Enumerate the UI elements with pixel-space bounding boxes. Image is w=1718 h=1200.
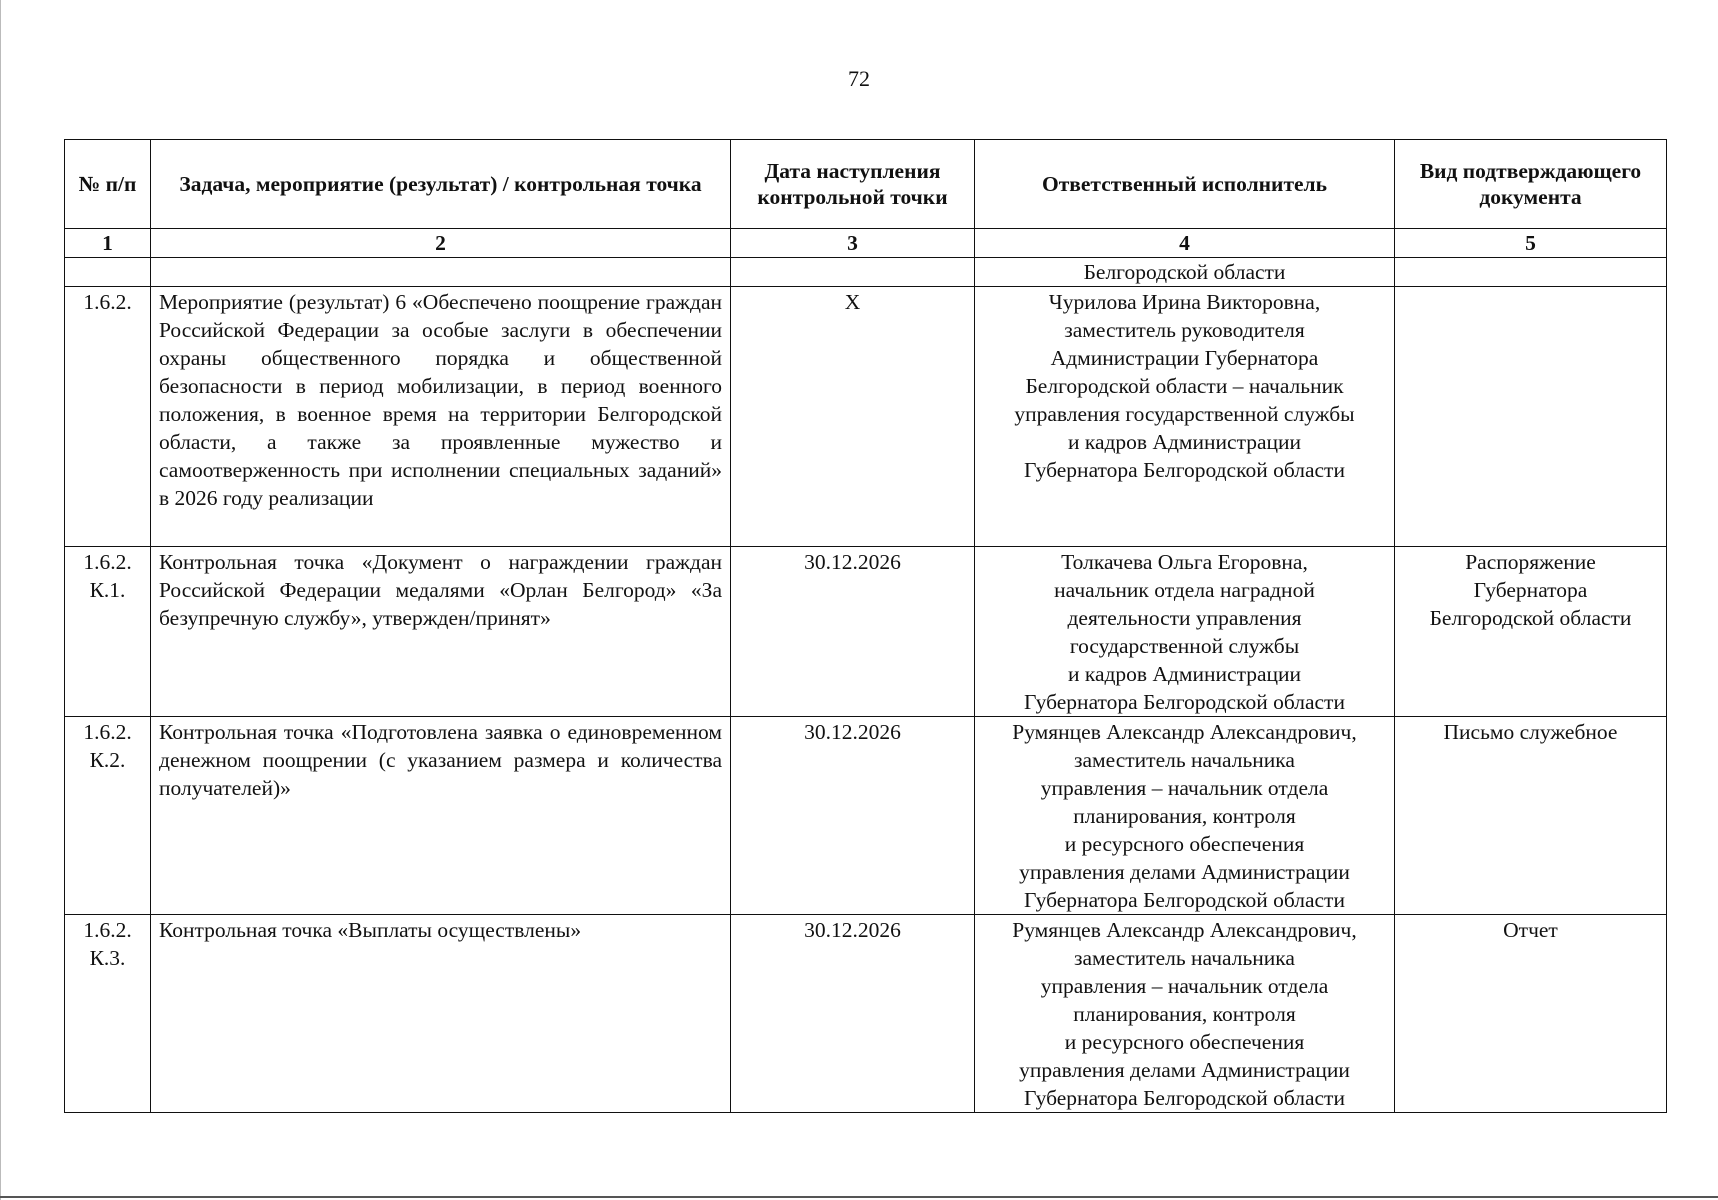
column-number: 3 xyxy=(731,229,975,258)
executor-line: заместитель руководителя xyxy=(1064,318,1305,342)
executor-line: планирования, контроля xyxy=(1073,804,1296,828)
executor-line: и ресурсного обеспечения xyxy=(1064,832,1305,856)
executor-line: управления делами Администрации xyxy=(1019,860,1350,884)
date-cell: 30.12.2026 xyxy=(731,547,975,717)
column-number: 5 xyxy=(1395,229,1667,258)
doc-type-line: Распоряжение xyxy=(1465,550,1596,574)
executor-cell xyxy=(975,547,1395,717)
executor-line: Губернатора Белгородской области xyxy=(1024,1086,1345,1110)
doc-type-line: Письмо служебное xyxy=(1443,720,1618,744)
executor-line: и ресурсного обеспечения xyxy=(1064,1030,1305,1054)
doc-type-cell xyxy=(1395,717,1667,915)
doc-type-cell xyxy=(1395,915,1667,1113)
row-number-cell xyxy=(65,287,151,547)
header-doc-type: Вид подтверждающего документа xyxy=(1395,140,1667,229)
executor-line: заместитель начальника xyxy=(1074,748,1295,772)
table-row xyxy=(65,915,1667,1113)
header-task: Задача, мероприятие (результат) / контрольная точка xyxy=(151,140,731,229)
task-cell: Контрольная точка «Документ о награждении граждан Российской Федерации медалями «Орлан Белгород» «За безупречную службу», утвержден/принят» xyxy=(151,547,731,717)
executor-line: управления государственной службы xyxy=(1014,402,1355,426)
doc-type-line: Губернатора xyxy=(1473,578,1588,602)
table-row xyxy=(65,717,1667,915)
column-number: 4 xyxy=(975,229,1395,258)
task-cell: Контрольная точка «Выплаты осуществлены» xyxy=(151,915,731,1113)
scan-edge xyxy=(0,0,1,1200)
executor-line: государственной службы xyxy=(1069,634,1300,658)
continuation-row xyxy=(65,258,1667,287)
continuation-cell xyxy=(151,258,731,287)
executor-line: заместитель начальника xyxy=(1074,946,1295,970)
row-number-cell xyxy=(65,915,151,1113)
column-number: 2 xyxy=(151,229,731,258)
row-number: 1.6.2. xyxy=(83,290,132,314)
row-number-suffix: К.1. xyxy=(89,578,126,602)
executor-cell xyxy=(975,915,1395,1113)
executor-line: и кадров Администрации xyxy=(1067,430,1302,454)
header-num: № п/п xyxy=(65,140,151,229)
executor-cell xyxy=(975,287,1395,547)
row-number-suffix: К.3. xyxy=(89,946,126,970)
executor-line: Губернатора Белгородской области xyxy=(1024,690,1345,714)
row-number: 1.6.2. xyxy=(83,550,132,574)
continuation-cell xyxy=(731,258,975,287)
doc-type-line: Белгородской области xyxy=(1429,606,1632,630)
executor-line: управления делами Администрации xyxy=(1019,1058,1350,1082)
executor-line: Губернатора Белгородской области xyxy=(1024,458,1345,482)
continuation-executor: Белгородской области xyxy=(975,258,1395,287)
executor-line: управления – начальник отдела xyxy=(1040,776,1329,800)
executor-line: Толкачева Ольга Егоровна, xyxy=(1061,550,1308,574)
table-header-row xyxy=(65,140,1667,229)
row-number-suffix: К.2. xyxy=(89,748,126,772)
control-points-table xyxy=(64,139,1667,1113)
executor-line: Белгородской области – начальник xyxy=(1025,374,1344,398)
header-date: Дата наступления контрольной точки xyxy=(731,140,975,229)
task-cell: Мероприятие (результат) 6 «Обеспечено поощрение граждан Российской Федерации за особые заслуги в обеспечении охраны общественного порядка и общественной безопасности в период мобилизации, в период военного положения, в военное время на территории Белгородской области, а также за проявленные мужество и самоотверженность при исполнении специальных заданий» в 2026 году реализации xyxy=(151,287,731,547)
executor-line: деятельности управления xyxy=(1067,606,1302,630)
row-number: 1.6.2. xyxy=(83,918,132,942)
executor-cell xyxy=(975,717,1395,915)
executor-line: Губернатора Белгородской области xyxy=(1024,888,1345,912)
date-cell: 30.12.2026 xyxy=(731,915,975,1113)
executor-line: Румянцев Александр Александрович, xyxy=(1012,918,1357,942)
row-number-cell xyxy=(65,547,151,717)
executor-line: планирования, контроля xyxy=(1073,1002,1296,1026)
executor-line: и кадров Администрации xyxy=(1067,662,1302,686)
row-number-cell xyxy=(65,717,151,915)
doc-type-cell xyxy=(1395,547,1667,717)
executor-line: Чурилова Ирина Викторовна, xyxy=(1048,290,1321,314)
date-cell: 30.12.2026 xyxy=(731,717,975,915)
header-executor: Ответственный исполнитель xyxy=(975,140,1395,229)
doc-type-line: Отчет xyxy=(1503,918,1558,942)
continuation-cell xyxy=(1395,258,1667,287)
table-row xyxy=(65,287,1667,547)
executor-line: управления – начальник отдела xyxy=(1040,974,1329,998)
executor-line: Румянцев Александр Александрович, xyxy=(1012,720,1357,744)
date-cell: Х xyxy=(731,287,975,547)
column-number: 1 xyxy=(65,229,151,258)
executor-line: начальник отдела наградной xyxy=(1054,578,1315,602)
scan-bottom-edge xyxy=(0,1196,1718,1198)
table-row xyxy=(65,547,1667,717)
column-number-row xyxy=(65,229,1667,258)
continuation-cell xyxy=(65,258,151,287)
row-number: 1.6.2. xyxy=(83,720,132,744)
doc-type-cell xyxy=(1395,287,1667,547)
page-number: 72 xyxy=(848,66,870,91)
executor-line: Администрации Губернатора xyxy=(1050,346,1319,370)
task-cell: Контрольная точка «Подготовлена заявка о единовременном денежном поощрении (с указанием размера и количества получателей)» xyxy=(151,717,731,915)
